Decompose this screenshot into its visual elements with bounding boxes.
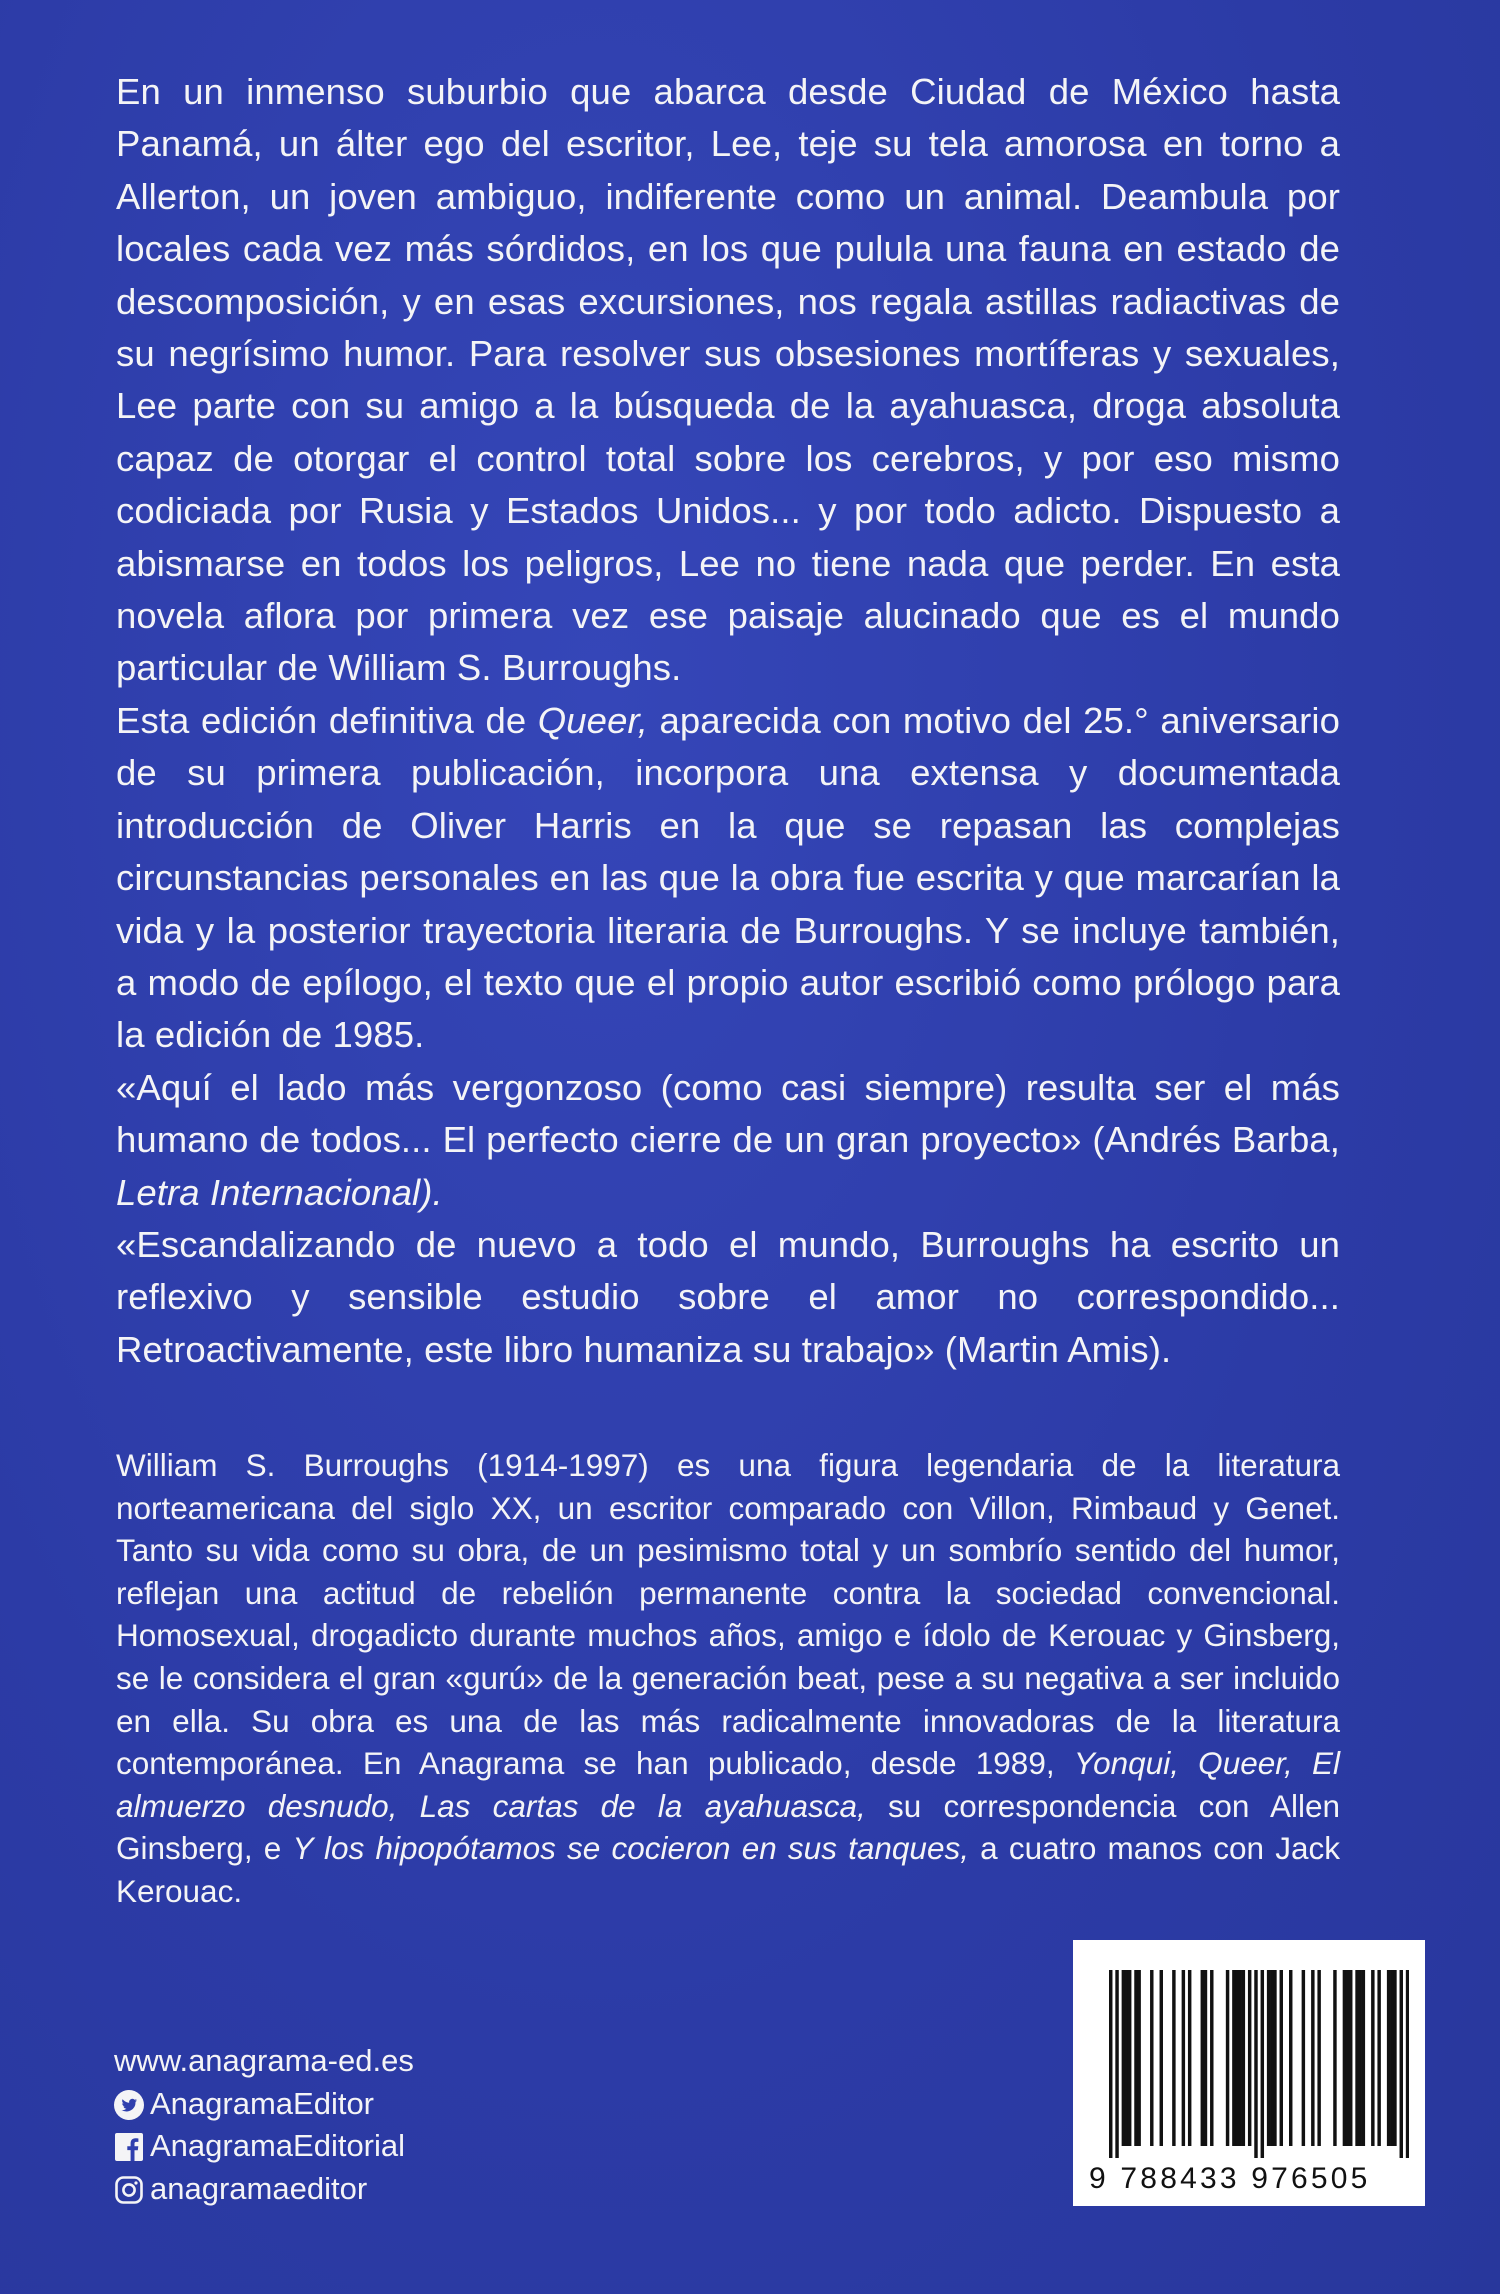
barcode-bar [1182, 1970, 1185, 2146]
barcode-bar [1343, 1970, 1346, 2146]
bio-text-c: a cuatro manos con Jack Kerouac. [116, 1830, 1341, 1909]
author-bio-paragraph [116, 1444, 1340, 1913]
barcode-bar [1238, 1970, 1241, 2146]
barcode-bar [1387, 1970, 1390, 2146]
instagram-link[interactable] [114, 2168, 414, 2211]
barcode-bar [1172, 1970, 1175, 2146]
author-bio [116, 1444, 1340, 1913]
barcode-bar [1248, 1970, 1251, 2146]
barcode-bar [1390, 1970, 1393, 2146]
publisher-links [114, 2040, 414, 2210]
barcode-bar [1302, 1970, 1305, 2146]
facebook-link[interactable] [114, 2125, 414, 2168]
facebook-handle: AnagramaEditorial [150, 2128, 406, 2163]
barcode-bar [1125, 1970, 1128, 2146]
barcode-bar [1109, 1970, 1112, 2158]
barcode-bar [1349, 1970, 1352, 2146]
barcode-bar [1150, 1970, 1153, 2146]
barcode-bar [1355, 1970, 1358, 2146]
barcode-bar [1235, 1970, 1238, 2146]
website-url: www.anagrama-ed.es [114, 2043, 414, 2078]
instagram-icon [114, 2174, 144, 2204]
bio-text-b: su correspondencia con Allen Ginsberg, e [116, 1787, 1340, 1867]
barcode-bar [1358, 1970, 1361, 2146]
barcode-bar [1400, 1970, 1403, 2158]
synopsis-paragraph: En un inmenso suburbio que abarca desde Ciudad de México hasta Panamá, un álter ego del escritor, Lee, teje su tela amorosa en torno a Allerton, un joven ambiguo, indiferente como un animal. Deambula por locales cada vez más sórdidos, en los que pulula una fauna en estado de descomposición, y en esas excursiones, nos regala astillas radiactivas de su negrísimo humor. Para resolver sus obsesiones mortíferas y sexuales, Lee parte con su amigo a la búsqueda de la ayahuasca, droga absoluta capaz de otorgar el control total sobre los cerebros, y por eso mismo codiciada por Rusia y Estados Unidos... y por todo adicto. Dispuesto a abismarse en todos los peligros, Lee no tiene nada que perder. En esta novela aflora por primera vez ese paisaje alucinado que es el mundo particular de William S. Burroughs. [116, 71, 1340, 689]
bio-text-a: William S. Burroughs (1914-1997) es una figura legendaria de la literatura norteamericana del siglo XX, un escritor comparado con Villon, Rimbaud y Genet. Tanto su vida como su obra, de un pesimismo total y un sombrío sentido del humor, reflejan una actitud de rebelión permanente contra la sociedad convencional. Homosexual, drogadicto durante muchos años, amigo e ídolo de Kerouac y Ginsberg, se le considera el gran «gurú» de la generación beat, pese a su negativa a ser incluido en ella. Su obra es una de las más radicalmente innovadoras de la literatura contemporánea. En Anagrama se han publicado, desde 1989, [116, 1447, 1340, 1782]
barcode-bar [1317, 1970, 1320, 2146]
barcode-bar [1115, 1970, 1118, 2158]
barcode-bar [1261, 1970, 1264, 2158]
barcode-bar [1232, 1970, 1235, 2146]
barcode-bar [1188, 1970, 1191, 2146]
twitter-handle: AnagramaEditor [150, 2085, 375, 2121]
twitter-icon [114, 2089, 144, 2119]
bio-titles: Yonqui, Queer, El almuerzo desnudo, Las cartas de la ayahuasca, [116, 1745, 1341, 1824]
barcode-bar [1362, 1970, 1365, 2146]
barcode-bar [1242, 1970, 1245, 2146]
barcode-bar [1160, 1970, 1163, 2146]
book-title-queer: Queer, [537, 699, 648, 741]
edition-paragraph [116, 695, 1340, 1062]
barcode-bar [1134, 1970, 1137, 2146]
barcode-bar [1226, 1970, 1229, 2146]
barcode-bar [1201, 1970, 1204, 2146]
barcode-bar [1128, 1970, 1131, 2146]
book-blurb [116, 66, 1340, 1376]
website-link[interactable] [114, 2040, 414, 2083]
quote-barba-source: Letra Internacional). [116, 1171, 443, 1213]
edition-text-start: Esta edición definitiva de [116, 699, 538, 741]
edition-text-end: aparecida con motivo del 25.° aniversario de su primera publicación, incorpora una extensa y documentada introducción de Oliver Harris en la que se repasan las complejas circunstancias personales en las que la obra fue escrita y que marcarían la vida y la posterior trayectoria literaria de Burroughs. Y se incluye también, a modo de epílogo, el texto que el propio autor escribió como prólogo para la edición de 1985. [116, 699, 1341, 1056]
instagram-handle: anagramaeditor [150, 2170, 368, 2206]
barcode-bar [1371, 1970, 1374, 2146]
barcode-bar [1377, 1970, 1380, 2146]
barcode-bar [1311, 1970, 1314, 2146]
barcode-bar [1122, 1970, 1125, 2146]
bio-title-last: Y los hipopótamos se cocieron en sus tanques, [292, 1830, 969, 1867]
barcode-bar [1210, 1970, 1213, 2146]
barcode-bar [1333, 1970, 1336, 2146]
barcode-bar [1270, 1970, 1273, 2146]
barcode-number: 9 788433 976505 [1089, 2162, 1371, 2195]
barcode-bar [1267, 1970, 1270, 2146]
barcode-bar [1289, 1970, 1292, 2146]
facebook-icon [114, 2131, 144, 2161]
barcode-bar [1346, 1970, 1349, 2146]
barcode-bar [1273, 1970, 1276, 2146]
barcode-bar [1204, 1970, 1207, 2146]
barcode-bar [1280, 1970, 1283, 2146]
barcode-bar [1393, 1970, 1396, 2146]
review-quote-barba [116, 1062, 1340, 1219]
quote-barba-text: «Aquí el lado más vergonzoso (como casi siempre) resulta ser el más humano de todos... El perfecto cierre de un gran proyecto» (Andrés Barba, [116, 1066, 1340, 1161]
isbn-barcode [1073, 1940, 1425, 2206]
barcode-bar [1254, 1970, 1257, 2158]
review-quote-amis: «Escandalizando de nuevo a todo el mundo, Burroughs ha escrito un reflexivo y sensible estudio sobre el amor no correspondido... Retroactivamente, este libro humaniza su trabajo» (Martin Amis). [116, 1223, 1340, 1370]
barcode-bar [1406, 1970, 1409, 2158]
twitter-link[interactable] [114, 2083, 414, 2126]
barcode-bars [1109, 1970, 1409, 2158]
barcode-bar [1137, 1970, 1140, 2146]
